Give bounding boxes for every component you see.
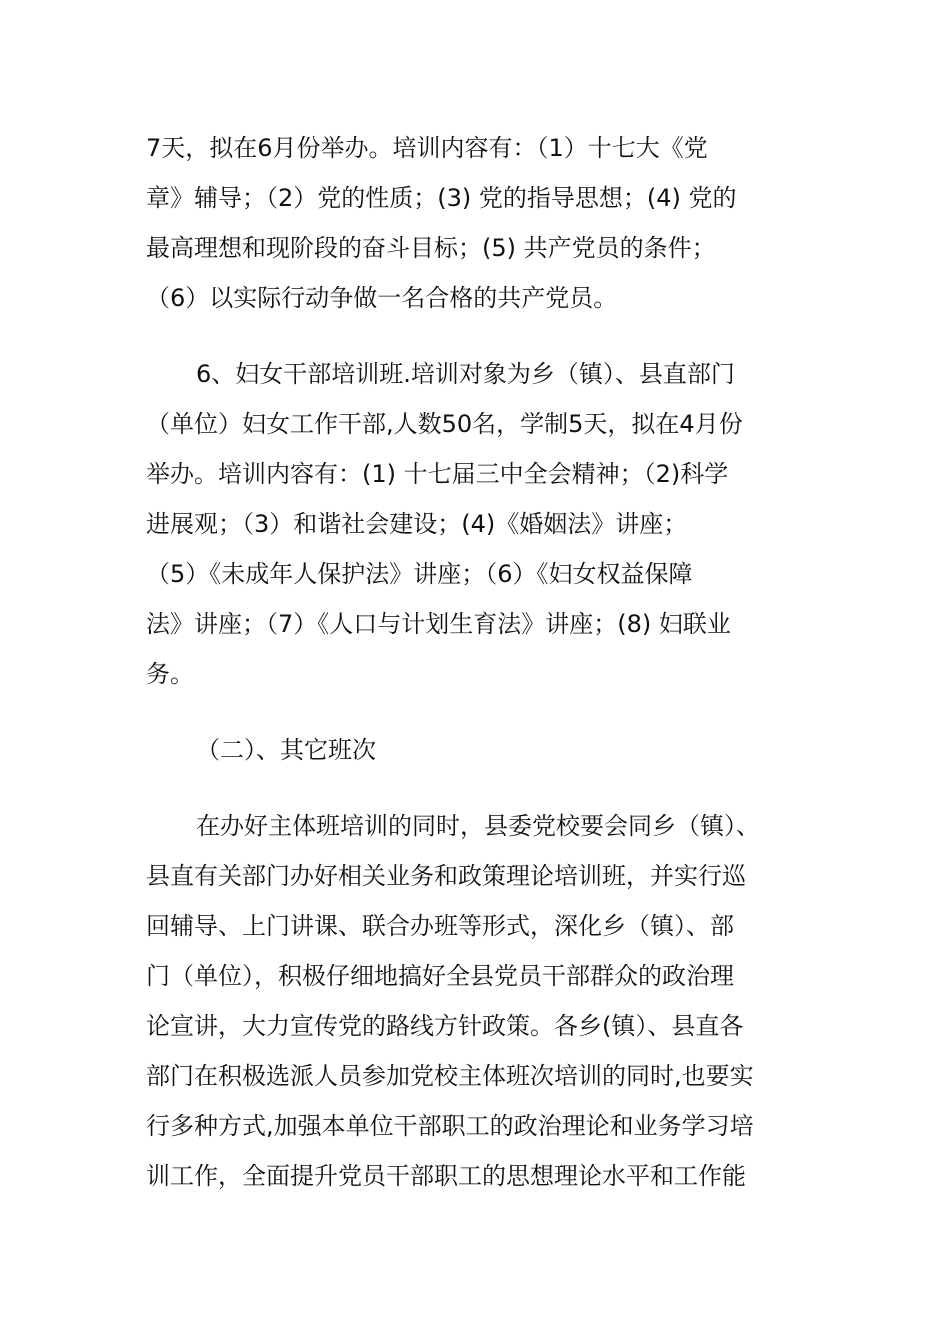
text-line: 法》讲座；（7）《人口与计划生育法》讲座；(8) 妇联业 — [146, 610, 731, 638]
text-line: 训工作，全面提升党员干部职工的思想理论水平和工作能 — [146, 1162, 746, 1190]
paragraph-gap — [146, 323, 806, 349]
text-line: 部门在积极选派人员参加党校主体班次培训的同时,也要实 — [146, 1062, 754, 1090]
text-line: 行多种方式,加强本单位干部职工的政治理论和业务学习培 — [146, 1112, 754, 1140]
paragraph-training-content-party — [146, 123, 806, 323]
text-line: 论宣讲，大力宣传党的路线方针政策。各乡(镇）、县直各 — [146, 1012, 744, 1040]
text-line: （6）以实际行动争做一名合格的共产党员。 — [146, 284, 618, 312]
section-heading: （二）、其它班次 — [196, 736, 376, 764]
paragraph-other-classes — [146, 801, 806, 1201]
text-line: （单位）妇女工作干部,人数50名，学制5天，拟在4月份 — [146, 410, 743, 438]
text-line: （5）《未成年人保护法》讲座；（6）《妇女权益保障 — [146, 560, 693, 588]
text-line: 务。 — [146, 660, 194, 688]
paragraph-gap — [146, 775, 806, 801]
text-line: 最高理想和现阶段的奋斗目标；(5) 共产党员的条件； — [146, 234, 716, 262]
text-line: 7天，拟在6月份举办。培训内容有：（1）十七大《党 — [146, 134, 708, 162]
text-line: 在办好主体班培训的同时，县委党校要会同乡（镇）、 — [196, 812, 760, 840]
document-body — [146, 123, 806, 1201]
text-line: 门（单位），积极仔细地搞好全县党员干部群众的政治理 — [146, 962, 734, 990]
text-line: 县直有关部门办好相关业务和政策理论培训班，并实行巡 — [146, 862, 746, 890]
paragraph-women-cadre-training — [146, 349, 806, 699]
text-line: 回辅导、上门讲课、联合办班等形式，深化乡（镇）、部 — [146, 912, 734, 940]
text-line: 6、妇女干部培训班.培训对象为乡（镇）、县直部门 — [196, 360, 735, 388]
text-line: 进展观；（3）和谐社会建设；(4)《婚姻法》讲座； — [146, 510, 688, 538]
text-line: 章》辅导；（2）党的性质；(3) 党的指导思想；(4) 党的 — [146, 184, 737, 212]
paragraph-gap — [146, 699, 806, 725]
text-line: 举办。培训内容有：(1) 十七届三中全会精神；（2)科学 — [146, 460, 729, 488]
